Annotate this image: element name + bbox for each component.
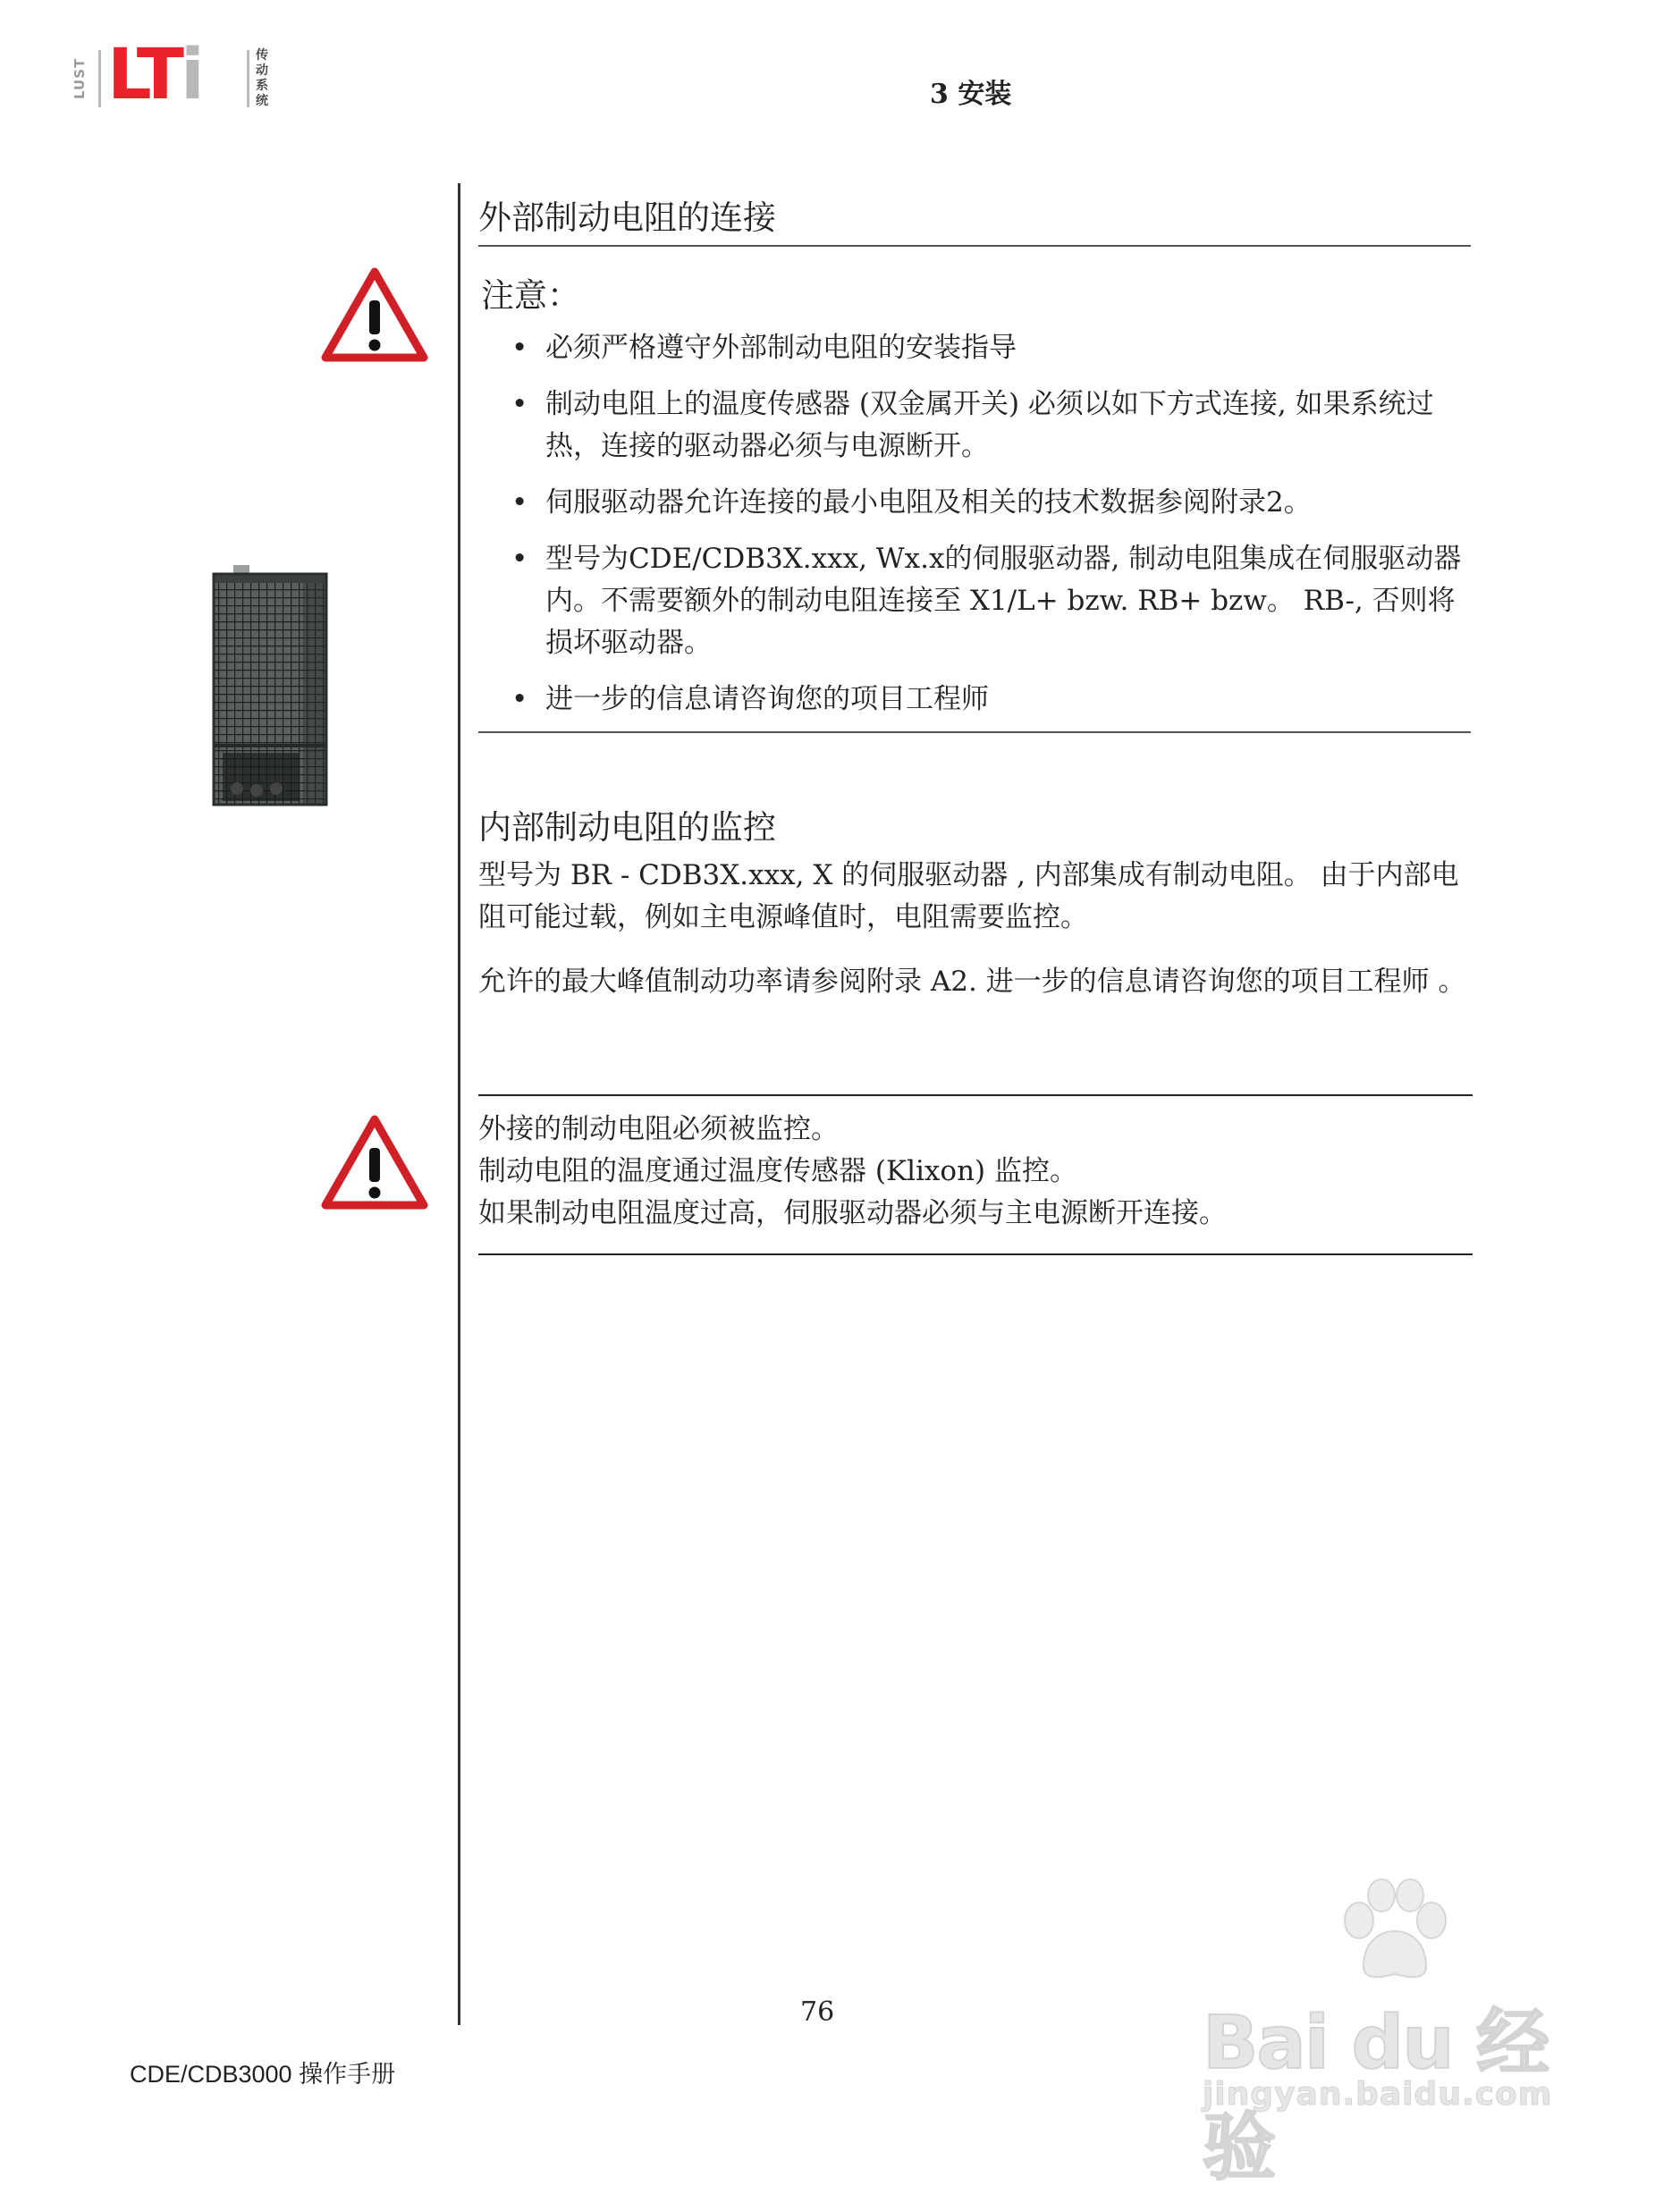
logo-tagline-char: 统 (256, 94, 268, 108)
page-number: 76 (800, 1996, 835, 2028)
logo-lt: LT (107, 35, 181, 115)
list-item: • 型号为CDE/CDB3X.xxx, Wx.x的伺服驱动器, 制动电阻集成在伺服驱动器内。不需要额外的制动电阻连接至 X1/L+ bzw. RB+ bzw。 RB-, 否则将损坏驱动器。 (501, 538, 1475, 664)
note-label: 注意： (481, 276, 580, 315)
note-list (501, 327, 1475, 735)
paragraph: 型号为 BR - CDB3X.xxx, X 的伺服驱动器 , 内部集成有制动电阻。 由于内部电阻可能过载，例如主电源峰值时，电阻需要监控。 (478, 859, 1459, 933)
warning-line: 外接的制动电阻必须被监控。 (478, 1113, 839, 1145)
logo-i: i (181, 35, 201, 115)
logo-lust-text: LUST (72, 57, 88, 100)
section-divider (478, 731, 1471, 733)
logo-tagline-char: 传 (256, 48, 268, 63)
section-divider (478, 245, 1471, 247)
watermark-text: Bai du 经验 (1203, 2001, 1549, 2190)
chapter-heading: 3 安装 (930, 79, 1012, 110)
margin-line (458, 183, 460, 2025)
warning-line: 制动电阻的温度通过温度传感器 (Klixon) 监控。 (478, 1155, 1077, 1187)
warning-box-bottom-rule (478, 1253, 1473, 1255)
warning-line: 如果制动电阻温度过高，伺服驱动器必须与主电源断开连接。 (478, 1197, 1227, 1229)
logo-divider (247, 50, 249, 107)
logo-tagline (256, 48, 274, 109)
warning-triangle-icon (320, 1114, 429, 1211)
section-title-internal-resistor: 内部制动电阻的监控 (478, 808, 776, 847)
list-item: • 制动电阻上的温度传感器 (双金属开关) 必须以如下方式连接, 如果系统过热，连接的驱动器必须与电源断开。 (501, 384, 1475, 468)
logo-divider (98, 50, 101, 107)
list-item: • 进一步的信息请咨询您的项目工程师 (501, 679, 1475, 721)
watermark-url: jingyan.baidu.com (1203, 2076, 1553, 2113)
paragraph: 允许的最大峰值制动功率请参阅附录 A2. 进一步的信息请咨询您的项目工程师 。 (478, 966, 1466, 998)
warning-text (478, 1109, 1473, 1235)
baidu-watermark (1203, 1878, 1587, 2190)
logo-tagline-char: 动 (256, 63, 268, 78)
baidu-paw-icon (1337, 1878, 1453, 1985)
section-title-external-resistor: 外部制动电阻的连接 (478, 198, 776, 237)
warning-triangle-icon (320, 266, 429, 363)
warning-box-top-rule (478, 1094, 1473, 1096)
logo-lti-text (107, 35, 201, 115)
list-item: • 伺服驱动器允许连接的最小电阻及相关的技术数据参阅附录2。 (501, 482, 1475, 524)
footer-manual-title: CDE/CDB3000 操作手册 (130, 2061, 396, 2088)
list-item: • 必须严格遵守外部制动电阻的安装指导 (501, 327, 1475, 369)
lti-logo (72, 35, 304, 115)
logo-tagline-char: 系 (256, 79, 268, 93)
brake-resistor-image (210, 565, 331, 808)
